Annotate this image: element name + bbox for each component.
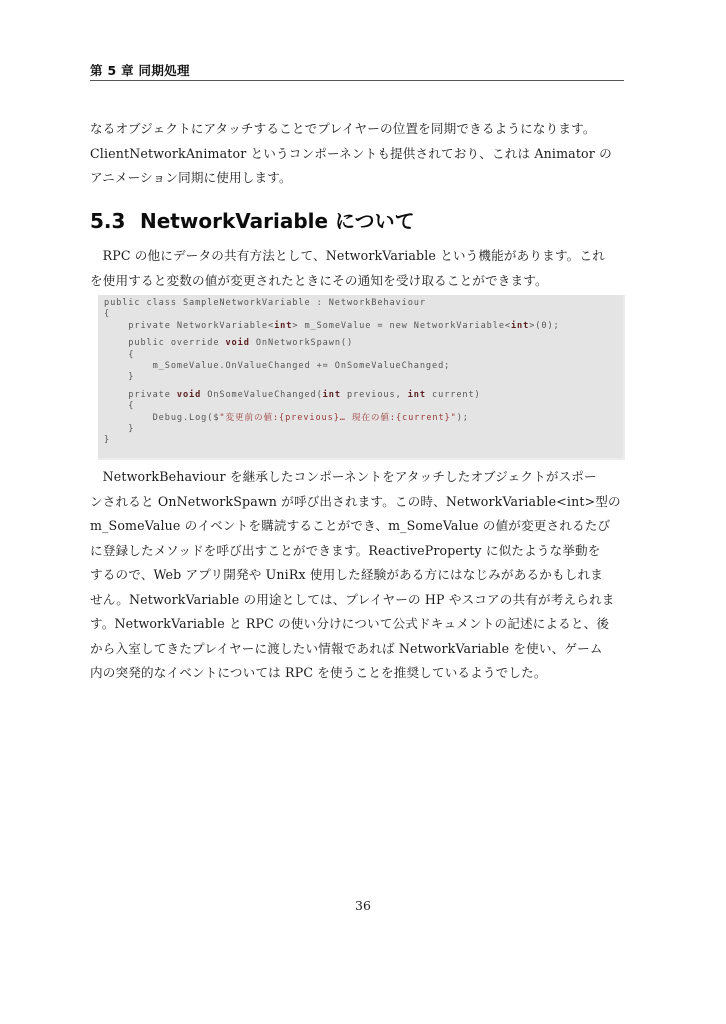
code-keyword: int	[274, 320, 293, 331]
code-text: > m_SomeValue = new NetworkVariable<	[292, 320, 511, 331]
text-line: NetworkBehaviour を継承したコンポーネントをアタッチしたオブジェクトがスポー	[102, 469, 597, 484]
code-line	[104, 321, 623, 332]
text-line: m_SomeValue のイベントを購読することができ、m_SomeValue の値が変更されるたび	[90, 518, 611, 533]
code-line	[104, 435, 623, 446]
code-line	[104, 424, 623, 435]
section-intro-paragraph	[90, 244, 624, 293]
text-line: RPC の他にデータの共有方法として、NetworkVariable という機能があります。これ	[102, 248, 605, 263]
code-text: OnSomeValueChanged(	[201, 389, 323, 400]
code-keyword: int	[322, 389, 341, 400]
code-line	[104, 298, 623, 309]
text-line: から入室してきたプレイヤーに渡したい情報であれば NetworkVariable を使い、ゲーム	[90, 640, 603, 656]
text-line: するので、Web アプリ開発や UniRx 使用した経験がある方にはなじみがあるかもしれま	[90, 567, 603, 582]
code-text: public class SampleNetworkVariable : NetworkBehaviour	[104, 298, 426, 308]
text-line: ンされると OnNetworkSpawn が呼び出されます。この時、NetworkVariable<int>型の	[90, 493, 621, 509]
code-text: Debug.Log($	[104, 412, 220, 423]
code-line	[104, 361, 623, 372]
code-text: OnNetworkSpawn()	[249, 338, 354, 349]
code-keyword: int	[510, 320, 530, 331]
code-listing	[98, 295, 625, 460]
code-text: }	[104, 372, 135, 383]
section-heading	[90, 209, 415, 233]
code-text: current)	[425, 389, 481, 400]
code-line	[104, 413, 623, 424]
code-text: );	[456, 412, 469, 423]
code-text: }	[104, 435, 111, 446]
code-line	[104, 309, 623, 320]
text-line: を使用すると変数の値が変更されたときにその通知を受け取ることができます。	[90, 272, 548, 288]
code-keyword: void	[225, 338, 250, 349]
code-text: }	[104, 423, 135, 434]
text-line: せん。NetworkVariable の用途としては、プレイヤーの HP やスコアの共有が考えられま	[90, 591, 615, 607]
body-paragraph	[90, 465, 624, 686]
code-keyword: int	[407, 389, 426, 400]
code-text: >(0);	[529, 320, 560, 331]
running-header: 第 5 章 同期処理	[90, 64, 624, 81]
text-line: ClientNetworkAnimator というコンポーネントも提供されており、これは Animator の	[90, 145, 612, 161]
text-line: なるオブジェクトにアタッチすることでプレイヤーの位置を同期できるようになります。	[90, 121, 596, 136]
section-number: 5.3	[90, 209, 126, 233]
code-text: {	[104, 349, 135, 360]
text-line: に登録したメソッドを呼び出すことができます。ReactiveProperty に似たような挙動を	[90, 542, 601, 558]
code-text: previous,	[340, 389, 408, 400]
page-number: 36	[355, 898, 371, 913]
text-line: アニメーション同期に使用します。	[90, 170, 292, 185]
intro-paragraph	[90, 117, 624, 191]
code-line	[104, 372, 623, 383]
code-line	[104, 338, 623, 349]
code-keyword: void	[176, 389, 202, 400]
code-text: private NetworkVariable<	[104, 320, 275, 331]
code-text: {	[104, 401, 135, 412]
code-text: m_SomeValue.OnValueChanged += OnSomeValueChanged;	[104, 360, 451, 371]
code-text: {	[104, 309, 111, 320]
code-string: "変更前の値:{previous}… 現在の値:{current}"	[219, 412, 457, 423]
text-line: す。NetworkVariable と RPC の使い分けについて公式ドキュメントの記述によると、後	[90, 616, 610, 631]
code-text: private	[104, 389, 177, 400]
code-text: public override	[104, 338, 226, 349]
code-line	[104, 350, 623, 361]
section-title: NetworkVariable について	[140, 209, 415, 233]
text-line: 内の突発的なイベントについては RPC を使うことを推奨しているようでした。	[90, 665, 547, 680]
code-line	[104, 390, 623, 401]
code-line	[104, 401, 623, 412]
